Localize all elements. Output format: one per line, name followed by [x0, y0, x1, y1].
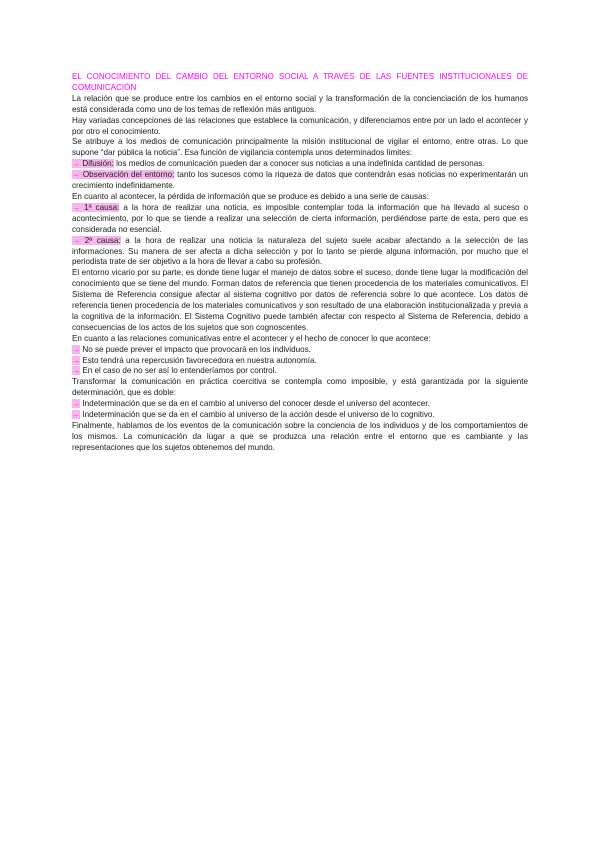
arrow-highlight — [72, 366, 80, 375]
arrow-highlight — [72, 410, 80, 419]
bullet-highlight — [72, 236, 121, 245]
bullet-indeterminacion-1 — [72, 399, 528, 410]
arrow-icon: → — [72, 410, 81, 420]
paragraph-relaciones: En cuanto a las relaciones comunicativas entre el acontecer y el hecho de conocer lo que acontece: — [72, 333, 431, 343]
bullet-label: 1ª causa: — [84, 202, 120, 212]
bullet-label: 2ª causa: — [84, 235, 121, 245]
bullet-text: Indeterminación que se da en el cambio al universo del conocer desde el universo del acontecer. — [82, 399, 430, 409]
bullet-label: Observación del entorno: — [82, 170, 175, 180]
bullet-indeterminacion-2 — [72, 410, 528, 421]
arrow-icon: → — [72, 344, 81, 354]
arrow-highlight — [72, 399, 80, 408]
bullet-highlight — [72, 170, 174, 179]
document-page — [72, 72, 528, 454]
arrow-icon: → — [72, 159, 81, 169]
bullet-causa-2 — [72, 236, 528, 269]
bullet-text: tanto los sucesos como la riqueza de datos que contendrán esas noticias no experimentarán un crecimiento indefinidamente. — [72, 170, 529, 191]
bullet-text: los medios de comunicación pueden dar a conocer sus noticias a una indefinida cantidad de personas. — [113, 159, 485, 169]
bullet-text: No se puede prever el impacto que provocará en los individuos. — [82, 344, 311, 354]
paragraph-coercitiva: Transformar la comunicación en práctica coercitiva se contempla como imposible, y está garantizada por la siguiente determinación, que es doble: — [72, 377, 528, 398]
arrow-icon: → — [72, 170, 81, 180]
paragraph-acontecer: En cuanto al acontecer, la pérdida de información que se produce es debido a una serie de causas: — [72, 191, 429, 201]
document-title: EL CONOCIMIENTO DEL CAMBIO DEL ENTORNO SOCIAL A TRAVÉS DE LAS FUENTES INSTITUCIONALES DE COMUNICACIÓN — [72, 72, 528, 92]
bullet-relacion-3 — [72, 366, 528, 377]
bullet-causa-1 — [72, 203, 528, 236]
arrow-icon: → — [72, 202, 81, 212]
paragraph-final: Finalmente, hablamos de los eventos de la comunicación sobre la conciencia de los individuos y de los comportamientos de los mismos. La comunicación da lugar a que se produzca una relación entre el entorno que es cambiante y las representaciones que los sujetos obtenemos del mundo. — [72, 421, 528, 452]
bullet-text: Indeterminación que se da en el cambio al universo de la acción desde el universo de lo cognitivo. — [82, 410, 435, 420]
bullet-observacion — [72, 170, 528, 192]
bullet-text: a la hora de realizar una noticia la naturaleza del sujeto suele acabar afectando a la selección de las informaciones. Su manera de ser afecta a dicha selección y por lo tanto se pierde alguna información, por mucho que el periodista trate de ser objetivo a la hora de llevar a cabo su profesión. — [72, 235, 528, 267]
arrow-icon: → — [72, 366, 81, 376]
bullet-highlight — [72, 159, 114, 168]
paragraph-concepciones: Hay variadas concepciones de las relaciones que establece la comunicación, y diferenciamos entre por un lado el acontecer y por otro el conocimiento. — [72, 115, 528, 136]
bullet-relacion-1 — [72, 345, 528, 356]
arrow-icon: → — [72, 355, 81, 365]
arrow-icon: → — [72, 235, 81, 245]
bullet-relacion-2 — [72, 356, 528, 367]
bullet-difusion — [72, 159, 528, 170]
arrow-highlight — [72, 356, 80, 365]
paragraph-entorno-vicario: El entorno vicario por su parte, es donde tiene lugar el manejo de datos sobre el suceso, donde tiene lugar la modificación del conocimiento que se tiene del mundo. Forman datos de referencia que tienen procedencia de los materiales comunicativos. El Sistema de Referencia consigue afectar al sistema cognitivo por datos de referencia sobre lo que acontece. Los datos de referencia tienen procedencia de los materiales comunicativos y son resultado de una elaboración institucionalizada y previa a la cognitiva de la información. El Sistema Cognitivo puede también afectar con respecto al Sistema de Referencia, debido a consecuencias de los actos de los sujetos que son cognoscentes. — [72, 268, 528, 332]
bullet-text: a la hora de realizar una noticia, es imposible contemplar toda la información que ha llevado al suceso o acontecimiento, por lo que se tiende a realizar una selección de cierta información, perdiéndose parte de esta, pero que es considerada no esencial. — [72, 202, 528, 234]
arrow-icon: → — [72, 399, 81, 409]
bullet-text: En el caso de no ser así lo entenderíamos por control. — [82, 366, 277, 376]
arrow-highlight — [72, 345, 80, 354]
paragraph-intro: La relación que se produce entre los cambios en el entorno social y la transformación de la concienciación de los humanos está considerada como uno de los temas de reflexión más antiguos. — [72, 93, 528, 114]
bullet-text: Esto tendrá una repercusión favorecedora en nuestra autonomía. — [82, 355, 317, 365]
bullet-label: Difusión: — [82, 159, 114, 169]
bullet-highlight — [72, 203, 119, 212]
paragraph-vigilancia: Se atribuye a los medios de comunicación principalmente la misión institucional de vigilar el entorno, entre otras. Lo que supone “dar pública la noticia”. Esa función de vigilancia contempla unos determinados límites: — [72, 137, 528, 158]
